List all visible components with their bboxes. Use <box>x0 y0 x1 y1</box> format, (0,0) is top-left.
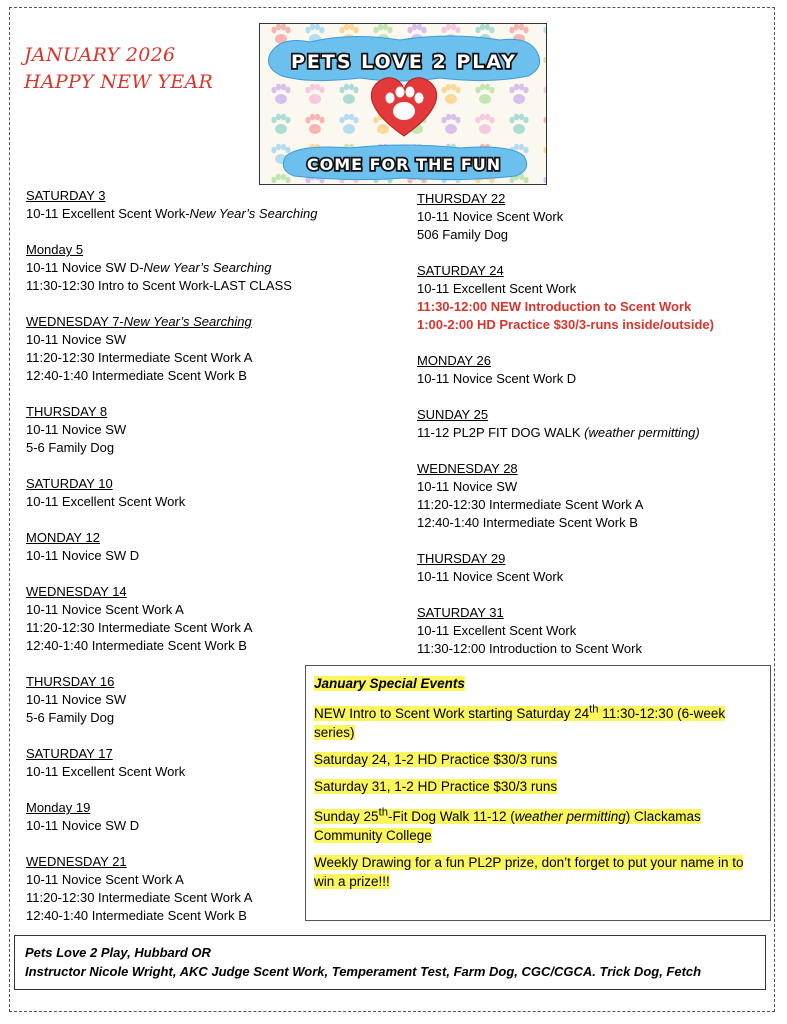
footer-box <box>14 935 766 990</box>
schedule-day <box>26 187 316 223</box>
paw-print-icon <box>271 174 290 185</box>
special-events-title: January Special Events <box>314 676 465 691</box>
footer-location: Pets Love 2 Play, Hubbard OR <box>25 945 211 960</box>
schedule-day <box>26 583 316 655</box>
class-entry: 11-12 PL2P FIT DOG WALK (weather permitting) <box>417 425 700 440</box>
schedule-day <box>417 406 717 442</box>
paw-print-icon <box>543 54 547 74</box>
schedule-day <box>26 529 316 565</box>
day-heading: WEDNESDAY 14 <box>26 584 127 599</box>
schedule-day <box>26 745 316 781</box>
class-entry: 12:40-1:40 Intermediate Scent Work B <box>417 515 638 530</box>
month-label: JANUARY 2026 <box>24 44 176 66</box>
schedule-day <box>417 352 717 388</box>
day-heading: THURSDAY 22 <box>417 191 506 206</box>
day-heading: THURSDAY 29 <box>417 551 506 566</box>
schedule-day <box>26 241 316 295</box>
class-entry: 5-6 Family Dog <box>26 440 115 455</box>
paw-print-icon <box>305 84 324 104</box>
day-heading: MONDAY 26 <box>417 353 491 368</box>
class-entry: 5-6 Family Dog <box>26 710 115 725</box>
class-entry: 10-11 Novice Scent Work A <box>26 602 184 617</box>
class-entry: 10-11 Novice Scent Work D <box>417 371 577 386</box>
class-entry: 10-11 Novice SW <box>26 422 127 437</box>
class-entry: 11:20-12:30 Intermediate Scent Work A <box>26 890 253 905</box>
paw-print-icon <box>305 114 324 134</box>
day-heading: THURSDAY 8 <box>26 404 108 419</box>
class-entry: 10-11 Novice SW <box>417 479 518 494</box>
schedule-day <box>26 475 316 511</box>
class-entry: 10-11 Novice SW D <box>26 818 140 833</box>
class-entry: 10-11 Novice Scent Work <box>417 569 564 584</box>
day-heading: SATURDAY 24 <box>417 263 504 278</box>
special-events-list <box>314 700 760 891</box>
schedule-left-column <box>26 187 316 943</box>
class-entry: 12:40-1:40 Intermediate Scent Work B <box>26 368 247 383</box>
day-heading: SATURDAY 17 <box>26 746 113 761</box>
day-heading: WEDNESDAY 28 <box>417 461 518 476</box>
class-entry: 10-11 Novice Scent Work A <box>26 872 184 887</box>
special-event-item: Sunday 25th-Fit Dog Walk 11-12 (weather permitting) Clackamas Community College <box>314 806 701 843</box>
day-heading: SATURDAY 3 <box>26 188 106 203</box>
paw-print-icon <box>475 114 494 134</box>
schedule-day <box>417 550 717 586</box>
class-entry: 10-11 Novice SW D-New Year’s Searching <box>26 260 272 275</box>
class-entry: 10-11 Excellent Scent Work <box>26 764 186 779</box>
class-entry: 11:20-12:30 Intermediate Scent Work A <box>26 620 253 635</box>
paw-print-icon <box>475 84 494 104</box>
schedule-day <box>417 460 717 532</box>
day-heading: MONDAY 12 <box>26 530 100 545</box>
class-entry: 11:30-12:30 Intro to Scent Work-LAST CLASS <box>26 278 292 293</box>
schedule-day <box>26 313 316 385</box>
class-entry: 10-11 Novice SW <box>26 692 127 707</box>
special-event-item: Weekly Drawing for a fun PL2P prize, don’t forget to put your name in to win a prize!!! <box>314 855 744 889</box>
class-entry: 10-11 Excellent Scent Work-New Year’s Searching <box>26 206 318 221</box>
day-heading: Monday 5 <box>26 242 84 257</box>
schedule-day <box>26 673 316 727</box>
schedule-day <box>26 403 316 457</box>
paw-print-icon <box>543 24 547 44</box>
special-event-item: Saturday 31, 1-2 HD Practice $30/3 runs <box>314 778 558 794</box>
pets-love-2-play-logo <box>259 23 547 185</box>
class-entry: 12:40-1:40 Intermediate Scent Work B <box>26 638 247 653</box>
schedule-day <box>26 853 316 925</box>
paw-print-icon <box>509 114 528 134</box>
class-entry: 11:30-12:00 Introduction to Scent Work <box>417 641 642 656</box>
class-entry: 10-11 Excellent Scent Work <box>26 494 186 509</box>
paw-print-icon <box>441 84 460 104</box>
footer-instructor: Instructor Nicole Wright, AKC Judge Scent Work, Temperament Test, Farm Dog, CGC/CGCA. Trick Dog, Fetch <box>25 964 702 979</box>
paw-print-icon <box>509 84 528 104</box>
day-heading: SATURDAY 31 <box>417 605 504 620</box>
logo-bottom-text: COME FOR THE FUN <box>306 155 502 174</box>
schedule-right-column <box>417 190 717 676</box>
schedule-day <box>26 799 316 835</box>
class-entry: 506 Family Dog <box>417 227 509 242</box>
paw-print-icon <box>441 114 460 134</box>
paw-print-icon <box>271 84 290 104</box>
paw-print-icon <box>543 144 547 164</box>
class-entry: 10-11 Excellent Scent Work <box>417 281 577 296</box>
class-entry: 10-11 Excellent Scent Work <box>417 623 577 638</box>
greeting-label: HAPPY NEW YEAR <box>24 71 214 93</box>
class-entry: 11:30-12:00 NEW Introduction to Scent Work <box>417 299 692 314</box>
paw-print-icon <box>339 84 358 104</box>
class-entry: 1:00-2:00 HD Practice $30/3-runs inside/outside) <box>417 317 714 332</box>
class-entry: 10-11 Novice SW <box>26 332 127 347</box>
paw-print-icon <box>543 84 547 104</box>
special-event-item: Saturday 24, 1-2 HD Practice $30/3 runs <box>314 751 558 767</box>
day-heading: THURSDAY 16 <box>26 674 115 689</box>
day-heading: SATURDAY 10 <box>26 476 113 491</box>
paw-print-icon <box>543 174 547 185</box>
schedule-day <box>417 604 717 658</box>
day-heading: Monday 19 <box>26 800 91 815</box>
paw-print-icon <box>543 114 547 134</box>
class-entry: 11:20-12:30 Intermediate Scent Work A <box>417 497 644 512</box>
special-events-box <box>305 665 771 921</box>
class-entry: 10-11 Novice SW D <box>26 548 140 563</box>
schedule-day <box>417 190 717 244</box>
special-event-item: NEW Intro to Scent Work starting Saturday 24th 11:30-12:30 (6-week series) <box>314 703 726 740</box>
schedule-day <box>417 262 717 334</box>
day-heading: SUNDAY 25 <box>417 407 489 422</box>
paw-print-icon <box>339 114 358 134</box>
class-entry: 12:40-1:40 Intermediate Scent Work B <box>26 908 247 923</box>
day-heading: WEDNESDAY 21 <box>26 854 127 869</box>
month-heading <box>24 42 213 96</box>
logo-top-text: PETS LOVE 2 PLAY <box>290 51 518 73</box>
day-heading: WEDNESDAY 7-New Year’s Searching <box>26 314 252 329</box>
class-entry: 11:20-12:30 Intermediate Scent Work A <box>26 350 253 365</box>
paw-print-icon <box>271 114 290 134</box>
class-entry: 10-11 Novice Scent Work <box>417 209 564 224</box>
